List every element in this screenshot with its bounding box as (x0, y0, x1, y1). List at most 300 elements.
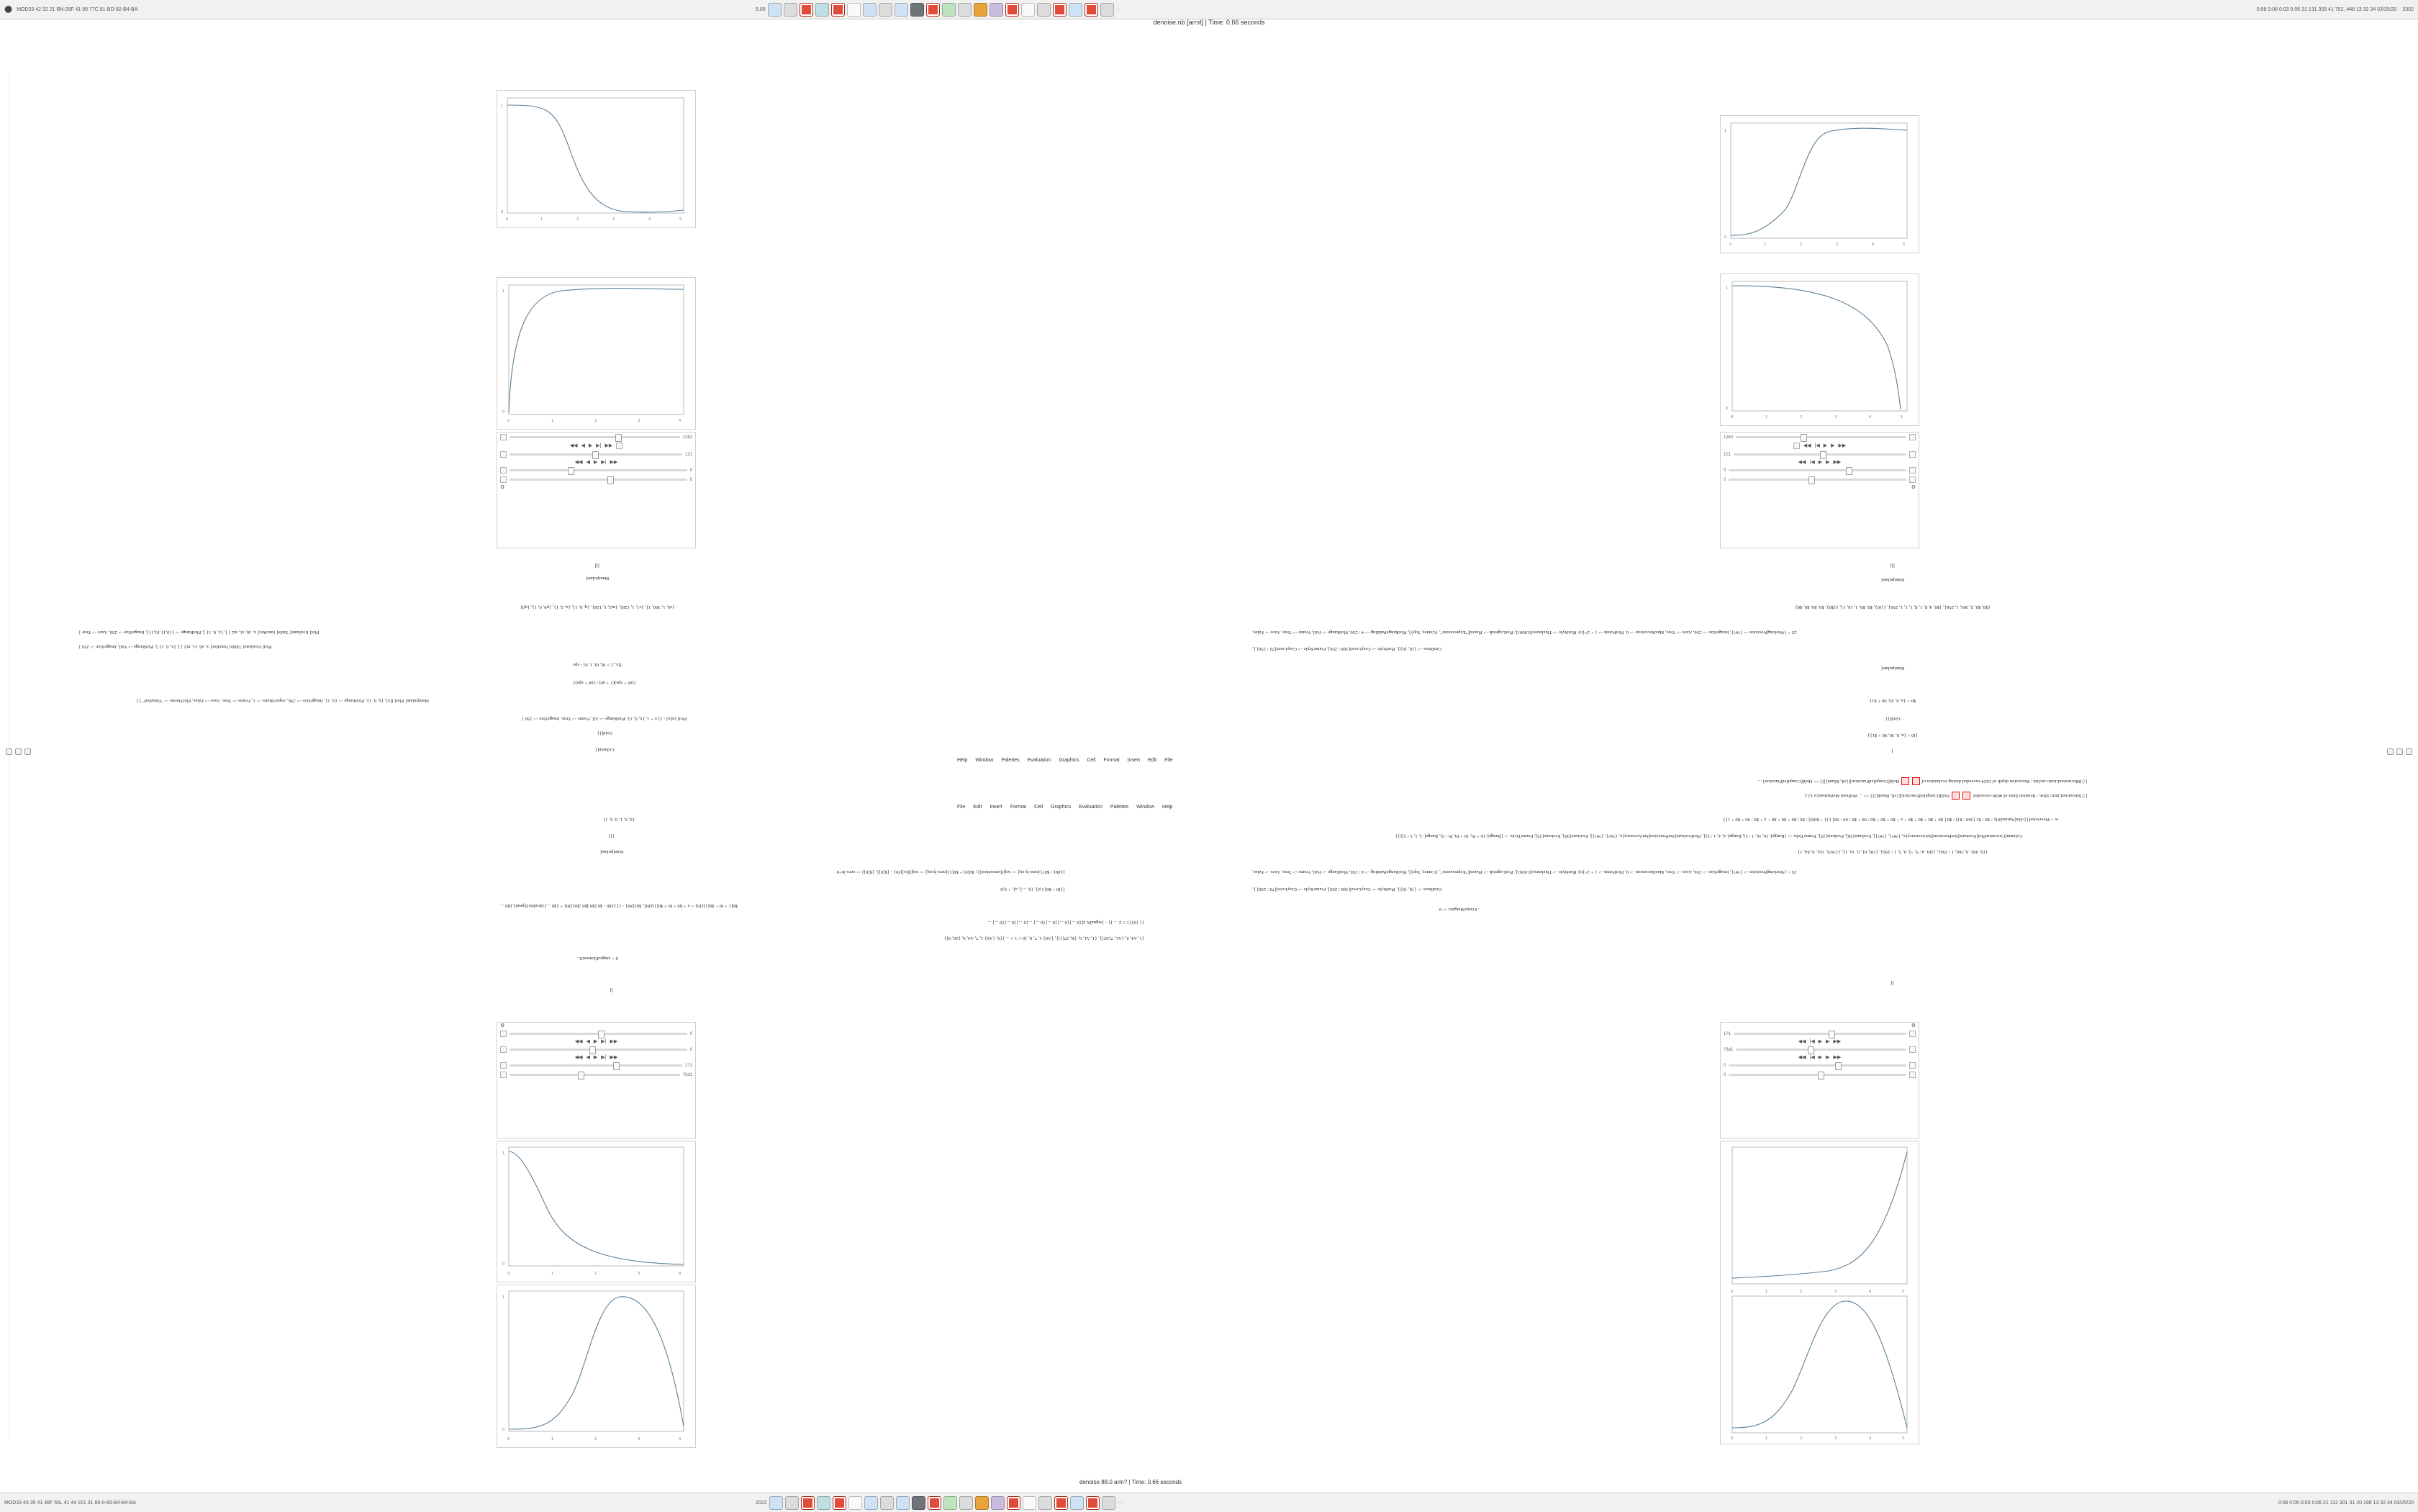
photos-icon-b[interactable] (864, 1496, 878, 1510)
slider-knob-1[interactable] (615, 434, 622, 442)
step-back-icon-bl2[interactable]: ◀ (586, 1055, 590, 1060)
slider-knob-r3[interactable] (1846, 467, 1852, 475)
svg-text:3: 3 (1834, 415, 1837, 420)
bottom-bar-right (2278, 1500, 2414, 1506)
fast-forward-icon-bl2[interactable]: ▶▶ (610, 1055, 618, 1060)
menu-item-graphics[interactable]: Graphics (1059, 758, 1079, 763)
svg-text:5: 5 (1903, 243, 1906, 247)
svg-text:1: 1 (1726, 286, 1729, 290)
slider-track-bl4[interactable] (510, 1074, 680, 1076)
plus-icon-bl4[interactable] (500, 1072, 507, 1078)
code-line-right-6: $0 = {a, 0, 30, 90 + $1} (1869, 698, 1916, 703)
terminal-icon-b[interactable] (912, 1496, 925, 1510)
bottom-dock-strip[interactable] (756, 1496, 1123, 1510)
svg-text:0: 0 (507, 1437, 510, 1441)
svg-text:5: 5 (679, 217, 682, 222)
safari-icon[interactable] (784, 3, 797, 17)
red-alert-icon-5[interactable] (1053, 3, 1067, 17)
slider-track-br2[interactable] (1736, 1049, 1906, 1051)
menu-item-help[interactable]: Help (957, 758, 968, 763)
settings-icon-b[interactable] (959, 1496, 973, 1510)
plus-icon-bl2[interactable] (500, 1046, 507, 1053)
svg-text:4: 4 (1872, 243, 1875, 247)
close-icon[interactable] (6, 748, 12, 755)
menu-item-graphics-2[interactable]: Graphics (1051, 805, 1072, 810)
bottom-bar-indicators: 0:08 0:06 0:03 0:06 21 112 301 31 20 198 13 32 34 03/25/20 (2278, 1500, 2414, 1506)
plus-icon-r1[interactable] (1909, 434, 1916, 440)
code-line-right-10: Column[CurvaturePlot[Evaluate[SetPrecision[SetAccuracy[x, {?#?}, {?#?}], Evaluate[30], Evaluate[25], FrameTicks -> {Range[-16, 16, 1 / 2], Range[-4, 4, 1 / 2]}, PlotEvaluate[SetPrecision[SetAccuracy[x, {?#?}, {?#?}], Evaluate[30], Evaluate[25], FrameTicks -> {Range[-16 + Pi, 16 + Pi, Pi / 2], Range[-1, 1, 1 / 2]}}] (1395, 833, 2022, 838)
maximize-icon[interactable] (24, 748, 31, 755)
error-line-2-text: [:] $IterationLimit::itlim : Iteration limit of 4096 exceeded. (1972, 793, 2087, 799)
plus-icon-br3[interactable] (1909, 1062, 1916, 1069)
manipulate-slider-row-r3[interactable] (1721, 466, 1919, 475)
svg-text:3: 3 (1834, 1290, 1837, 1294)
gear-icon-bl[interactable]: ⚙ (500, 1023, 505, 1028)
svg-text:1: 1 (551, 1437, 554, 1441)
fast-forward-icon-2[interactable]: ▶▶ (610, 460, 618, 465)
red-alert-icon-b1[interactable] (801, 1496, 815, 1510)
slider-knob-3[interactable] (568, 467, 574, 475)
manipulate-slider-row-br1[interactable] (1721, 1029, 1919, 1038)
manipulate-slider-row-1[interactable] (497, 433, 695, 442)
svg-text:0: 0 (1724, 235, 1727, 240)
slider-knob-br2[interactable] (1808, 1046, 1814, 1054)
plus-icon[interactable] (500, 434, 507, 440)
window-title: denoise.nb [arrst] | Time: 0.66 seconds (1153, 19, 1265, 26)
manipulate-value-bl1: 0 (689, 1031, 692, 1036)
manipulate-value-r4: 0 (1724, 477, 1726, 482)
manipulate-gear-row[interactable] (497, 484, 695, 491)
maps-icon[interactable] (895, 3, 908, 17)
plot-panel-top-left (497, 90, 696, 228)
menu-item-insert[interactable]: Insert (1127, 758, 1141, 763)
error-line-2 (345, 792, 2087, 800)
code-line-left-2: {s0, 1, 300, 1}, {s1, 1, 128}, {m2, 1, 128}, {q, 0, 1}, {a, 0, 1}, {p0, 0, 1}, {q0} (520, 605, 675, 610)
slider-track-r4[interactable] (1729, 479, 1906, 481)
rewind-icon[interactable]: ◀◀ (569, 443, 578, 448)
safari-icon-b[interactable] (785, 1496, 799, 1510)
rewind-icon-bl2[interactable]: ◀◀ (574, 1055, 583, 1060)
svg-text:4: 4 (1869, 415, 1872, 420)
terminal-icon[interactable] (910, 3, 924, 17)
manipulate-value-1: 1262 (682, 435, 692, 440)
red-alert-icon-3[interactable] (926, 3, 940, 17)
red-alert-icon-1[interactable] (800, 3, 813, 17)
finder-icon[interactable] (768, 3, 782, 17)
plus-icon-5[interactable] (500, 476, 507, 483)
manipulate-button-row-r2[interactable] (1721, 459, 1919, 466)
mathematica-icon[interactable] (990, 3, 1003, 17)
code-line-right-11: {{0, 90}, 0, 360, 1 / 256}, {{f0, 4 / 5, ^}, 0, 5, 1 / 256}, {{f0, 0}, 0, 16, 1}, {{?#?}, 16}, 0, 64, 1} (1798, 849, 1988, 854)
code-line-left-10: Column[{ (594, 747, 615, 752)
error-line-1 (345, 777, 2087, 785)
svg-text:0: 0 (502, 1262, 505, 1267)
svg-text:1: 1 (1765, 1290, 1768, 1294)
svg-text:5: 5 (1902, 1436, 1905, 1441)
red-alert-icon-b5[interactable] (1054, 1496, 1068, 1510)
plot-panel-top-right (1720, 115, 1919, 253)
plus-icon-4[interactable] (500, 467, 507, 474)
bottom-dock-overflow-label: ··· (1117, 1500, 1123, 1506)
step-back-icon-bl1[interactable]: ◀ (586, 1039, 590, 1044)
slider-knob-r2[interactable] (1820, 451, 1826, 459)
manipulate-button-row-2[interactable] (497, 459, 695, 466)
code-line-right-9: w = Piecewise[{{Abs[NaturalFly / $0 / $1 [360 / $1] / $0 [ $0 + $0 + $0 + $0 + x + $0 + $0 + $0 / 90 + $0 / 90 - 99] {1} + $0[0] / $0 | $0 + $0 + $0 + x + $0 / 90 + $0 + 1}} (1723, 817, 2058, 822)
svg-text:4: 4 (679, 419, 682, 423)
svg-text:1: 1 (1765, 1436, 1768, 1441)
svg-text:3: 3 (1836, 243, 1839, 247)
slider-track-3[interactable] (510, 469, 687, 471)
menu-item-insert-2[interactable]: Insert (990, 805, 1002, 810)
manipulate-slider-row-bl3[interactable] (497, 1061, 695, 1070)
dock-label: 5,00 (756, 6, 766, 12)
fast-forward-icon[interactable]: ▶▶ (604, 443, 613, 448)
code-bracket-right-2: ] (1891, 748, 1894, 753)
manipulate-slider-row-3[interactable] (497, 466, 695, 475)
plus-icon-br2[interactable] (1909, 1046, 1916, 1053)
play-icon-r2[interactable]: ▶ (1818, 460, 1823, 465)
manipulate-slider-row-4[interactable] (497, 475, 695, 484)
apple-menu-icon[interactable]: ⚫ (4, 5, 13, 13)
manipulate-panel-top-left[interactable] (497, 432, 696, 548)
svg-text:1: 1 (501, 104, 504, 108)
plus-icon-br1[interactable] (1909, 1031, 1916, 1037)
manipulate-button-row-br1[interactable] (1721, 1038, 1919, 1045)
maximize-icon-right[interactable] (2406, 748, 2412, 755)
error-alert-box-1[interactable] (1912, 777, 1920, 785)
manipulate-panel-bottom-left[interactable] (497, 1022, 696, 1138)
code-line-left-16: $0[1 + f0 + $0[1]{f0} + x + $0 + f0 + $0[1]{f0}, $0[{#0} - 1] {{$0 - $0 [$0 ]$0 ,$0}{f0} + {$0 ...}{double.f[peak].}$0 ... (500, 903, 738, 908)
svg-text:4: 4 (1869, 1290, 1872, 1294)
menu-item-cell-2[interactable]: Cell (1034, 805, 1043, 810)
photos-icon[interactable] (863, 3, 877, 17)
svg-text:2: 2 (1800, 1290, 1803, 1294)
code-line-right-13: Gridlines -> {{0, {0}}, PlotStyle -> GrayLevel[168 / 256], FrameStyle -> GrayLevel[70 / 256] }, (1252, 887, 1442, 892)
slider-knob-bl2[interactable] (589, 1046, 596, 1054)
rewind-icon-br2[interactable]: ▶▶ (1833, 1055, 1842, 1060)
preview-icon-b[interactable] (1023, 1496, 1036, 1510)
svg-text:2: 2 (576, 217, 579, 222)
appstore-icon-b[interactable] (943, 1496, 957, 1510)
notes-icon[interactable] (847, 3, 861, 17)
svg-text:0: 0 (506, 217, 509, 222)
mathematica-icon-b[interactable] (991, 1496, 1005, 1510)
manipulate-gear-row-br[interactable] (1721, 1023, 1919, 1029)
menu-item-palettes-2[interactable]: Palettes (1110, 805, 1129, 810)
svg-text:0: 0 (1731, 415, 1734, 420)
slider-knob-bl3[interactable] (613, 1062, 620, 1070)
slider-knob-4[interactable] (607, 476, 614, 484)
menu-item-file[interactable]: File (1164, 758, 1173, 763)
manipulate-value-br4: 0 (1724, 1072, 1726, 1077)
slider-track-bl3[interactable] (510, 1064, 682, 1067)
gear-icon[interactable]: ⚙ (500, 485, 505, 490)
code-line-left-15: {{f0 + $0{1,0}, {0, ...}, a}, + 0,0 (1000, 887, 1065, 892)
plus-icon-r5[interactable] (1909, 476, 1916, 483)
play-icon-br2[interactable]: ▶ (1818, 1055, 1823, 1060)
messages-icon[interactable] (879, 3, 892, 17)
manipulate-value-3: 0 (689, 468, 692, 473)
plus-icon-bl3[interactable] (500, 1062, 507, 1069)
svg-text:1: 1 (502, 1295, 505, 1300)
menu-item-evaluation-2[interactable]: Evaluation (1079, 805, 1102, 810)
svg-text:0: 0 (1729, 243, 1732, 247)
slider-knob-r1[interactable] (1801, 434, 1807, 442)
top-bar-indicators: 0:08 0:06 0:03 0:06 31 131 309 41 702, 448 13 32 34 03/25/20 (2256, 6, 2397, 12)
step-back-icon-br1[interactable]: ▶ (1826, 1039, 1830, 1044)
manipulate-slider-row-r1[interactable] (1721, 433, 1919, 442)
menu-item-window-2[interactable]: Window (1136, 805, 1155, 810)
code-line-right-1: Manipulate[ (1880, 577, 1905, 582)
svg-text:5: 5 (1902, 1290, 1905, 1294)
plus-icon-br4[interactable] (1909, 1072, 1916, 1078)
error-line-1-tail: Hold[CompiledFunction][{x$, Blank[]}] >> Hold[CompiledFunction] ... (1758, 779, 1900, 784)
notes-icon-b[interactable] (848, 1496, 862, 1510)
plot-panel-bottom-right (1720, 1141, 1919, 1444)
top-dock-strip[interactable] (756, 3, 1121, 17)
manipulate-value-br1: 1?1 (1724, 1031, 1731, 1036)
slider-knob-br3[interactable] (1835, 1062, 1842, 1070)
red-alert-icon-2[interactable] (831, 3, 845, 17)
slider-track-bl1[interactable] (510, 1033, 687, 1035)
red-alert-icon-4[interactable] (1005, 3, 1019, 17)
gear-icon-right[interactable]: ⚙ (1911, 485, 1916, 490)
play-icon-bl1[interactable]: ▶ (593, 1039, 598, 1044)
error-alert-box-4[interactable] (1952, 792, 1960, 800)
svg-text:1: 1 (540, 217, 543, 222)
plus-icon-2[interactable] (616, 443, 622, 449)
code-line-left-11: {0, 0, 1, 0, 0, 1} (603, 817, 635, 822)
inline-menu-strip-top[interactable] (957, 758, 1172, 763)
menu-item-edit-2[interactable]: Edit (973, 805, 982, 810)
menu-item-evaluation[interactable]: Evaluation (1027, 758, 1051, 763)
manipulate-slider-row-br3[interactable] (1721, 1061, 1919, 1070)
manipulate-value-bl3: 1?1 (684, 1063, 692, 1068)
plus-icon-bl1[interactable] (500, 1031, 507, 1037)
code-line-left-14: {{d0} : $0?}{new.ly.eq} := wq[f[smoothed]] ; $0[0] + $0[1]{new.ly.eq} := wq[f[lo]{f0} - {$[0]}, {$[0]} := zero.lb+0 (836, 869, 1065, 874)
slider-knob-bl4[interactable] (578, 1072, 584, 1079)
step-back-icon[interactable]: ◀ (581, 443, 585, 448)
manipulate-slider-row-r4[interactable] (1721, 475, 1919, 484)
appstore-icon[interactable] (942, 3, 956, 17)
step-forward-icon-br2[interactable]: |◀ (1809, 1055, 1815, 1060)
step-back-icon-br2[interactable]: ▶ (1826, 1055, 1830, 1060)
rewind-icon-bl1[interactable]: ◀◀ (574, 1039, 583, 1044)
window-controls-right[interactable] (2387, 748, 2412, 755)
preview-icon[interactable] (1021, 3, 1035, 17)
textedit-icon[interactable] (1037, 3, 1051, 17)
menu-item-cell[interactable]: Cell (1087, 758, 1096, 763)
red-alert-icon-6[interactable] (1085, 3, 1098, 17)
slider-track-r3[interactable] (1729, 469, 1906, 471)
slider-track-2[interactable] (510, 453, 682, 456)
red-alert-icon-b2[interactable] (833, 1496, 846, 1510)
manipulate-button-row-bl1[interactable] (497, 1038, 695, 1045)
folder-icon-b[interactable] (1070, 1496, 1084, 1510)
fast-forward-icon-r2[interactable]: ◀◀ (1798, 460, 1806, 465)
textedit-icon-b[interactable] (1038, 1496, 1052, 1510)
play-icon-2[interactable]: ▶ (593, 460, 598, 465)
slider-knob-2[interactable] (592, 451, 599, 459)
manipulate-slider-row-br2[interactable] (1721, 1045, 1919, 1054)
play-icon-r1[interactable]: ▶ (1823, 443, 1828, 448)
slider-track-r2[interactable] (1734, 453, 1906, 456)
rewind-icon-r2[interactable]: ▶▶ (1833, 460, 1842, 465)
minimize-icon-right[interactable] (2396, 748, 2403, 755)
step-forward-icon-bl1[interactable]: ▶| (601, 1039, 607, 1044)
red-alert-icon-b4[interactable] (1007, 1496, 1020, 1510)
error-alert-box-3[interactable] (1962, 792, 1970, 800)
svg-text:0: 0 (507, 419, 510, 423)
fast-forward-icon-r1[interactable]: ◀◀ (1803, 443, 1811, 448)
messages-icon-b[interactable] (880, 1496, 894, 1510)
manipulate-slider-row-br4[interactable] (1721, 1070, 1919, 1079)
manipulate-value-r3: 0 (1724, 468, 1726, 473)
menu-item-format[interactable]: Format (1103, 758, 1120, 763)
top-bar-status-text: MOD33 42 32 21 BN-28F 41 90 77C 81-BD-82-B4-BA (17, 6, 138, 12)
notebook-canvas[interactable] (0, 29, 2418, 1490)
play-icon-br1[interactable]: ▶ (1818, 1039, 1823, 1044)
slider-track-br3[interactable] (1729, 1064, 1906, 1067)
mail-icon[interactable] (815, 3, 829, 17)
manipulate-value-2: 121 (684, 452, 692, 457)
slider-track-br4[interactable] (1729, 1074, 1906, 1076)
rewind-icon-br1[interactable]: ▶▶ (1833, 1039, 1842, 1044)
menu-item-palettes[interactable]: Palettes (1001, 758, 1020, 763)
mail-icon-b[interactable] (817, 1496, 830, 1510)
menu-item-window[interactable]: Window (975, 758, 994, 763)
manipulate-slider-row-2[interactable] (497, 450, 695, 459)
slider-knob-r4[interactable] (1808, 476, 1815, 484)
svg-text:2: 2 (1800, 1436, 1803, 1441)
saturating-curve (497, 278, 694, 427)
code-line-left-13: Manipulate[ (599, 849, 624, 854)
manipulate-button-row-br2[interactable] (1721, 1054, 1919, 1061)
maps-icon-b[interactable] (896, 1496, 910, 1510)
close-icon-right[interactable] (2387, 748, 2394, 755)
gear-icon-br[interactable]: ⚙ (1911, 1023, 1916, 1028)
red-alert-icon-b3[interactable] (928, 1496, 941, 1510)
svg-text:2: 2 (1800, 243, 1803, 247)
manipulate-slider-row-r2[interactable] (1721, 450, 1919, 459)
finder-icon-b[interactable] (769, 1496, 783, 1510)
manipulate-button-row-bl2[interactable] (497, 1054, 695, 1061)
plot-panel-bottom-left-upper (497, 1141, 696, 1282)
manipulate-gear-row-bl[interactable] (497, 1023, 695, 1029)
svg-text:1: 1 (1764, 243, 1767, 247)
bottom-bar-status-text: MOD33 45 35 41 48F 55L 41 44 221 31 86-0-83-B4-B4-BA (4, 1500, 137, 1506)
sigmoid-falling-curve (497, 91, 694, 226)
manipulate-button-row-1[interactable] (497, 442, 695, 450)
system-top-bar (0, 0, 2418, 19)
code-line-left-19: 0 = smgraElementX . (576, 956, 618, 961)
step-forward-icon-bl2[interactable]: ▶| (601, 1055, 607, 1060)
code-line-left-6: {(s0 + eps)(1 + u0) / (u0 + eps)} (573, 680, 636, 685)
slider-track-bl2[interactable] (510, 1049, 687, 1051)
menu-item-edit[interactable]: Edit (1148, 758, 1157, 763)
error-alert-box-2[interactable] (1901, 777, 1909, 785)
menu-item-help-2[interactable]: Help (1162, 805, 1173, 810)
step-forward-icon-2[interactable]: ▶| (601, 460, 607, 465)
firefox-icon-b[interactable] (975, 1496, 989, 1510)
plus-icon-r2[interactable] (1793, 443, 1800, 449)
step-back-icon-r2[interactable]: ▶ (1826, 460, 1830, 465)
svg-text:2: 2 (594, 1272, 597, 1276)
plus-icon-r4[interactable] (1909, 467, 1916, 474)
manipulate-value-br2: ?3d1 (1724, 1047, 1734, 1052)
manipulate-panel-bottom-right[interactable] (1720, 1022, 1919, 1138)
manipulate-button-row-r1[interactable] (1721, 442, 1919, 450)
step-forward-icon-r2[interactable]: |◀ (1809, 460, 1815, 465)
rewind-icon-2[interactable]: ◀◀ (574, 460, 583, 465)
window-controls-left[interactable] (6, 748, 31, 755)
manipulate-slider-row-bl1[interactable] (497, 1029, 695, 1038)
slider-track-br1[interactable] (1734, 1033, 1906, 1035)
step-back-icon-r1[interactable]: ▶ (1831, 443, 1835, 448)
fast-forward-icon-br2[interactable]: ◀◀ (1798, 1055, 1806, 1060)
slider-knob-bl1[interactable] (598, 1031, 604, 1038)
rewind-icon-r1[interactable]: ▶▶ (1838, 443, 1847, 448)
manipulate-panel-top-right[interactable] (1720, 432, 1919, 548)
bottom-dock-label: 2022 (756, 1500, 767, 1506)
code-line-right-14: . FrameMargins -> 0 (1439, 907, 1480, 912)
plot-panel-bottom-left-lower (497, 1285, 696, 1448)
step-forward-icon[interactable]: ▶| (596, 443, 602, 448)
fast-forward-icon-br1[interactable]: ◀◀ (1798, 1039, 1806, 1044)
step-back-icon-2[interactable]: ◀ (586, 460, 590, 465)
svg-text:1: 1 (502, 289, 505, 294)
folder-icon[interactable] (1069, 3, 1082, 17)
step-forward-icon-r1[interactable]: |◀ (1814, 443, 1820, 448)
plus-icon-3[interactable] (500, 451, 507, 458)
red-alert-icon-b6[interactable] (1086, 1496, 1100, 1510)
error-line-2-tail: Hold[CompiledFunction][{x$, Blank[]}] >> ... Wolfram Mathematica 12.2 (1804, 793, 1950, 799)
code-line-right-8: {f0 + {a, 0, 30, 90 + $1}} (1867, 733, 1918, 738)
trash-icon[interactable] (1100, 3, 1114, 17)
svg-text:1: 1 (1724, 129, 1727, 133)
dock-overflow-label: ··· (1115, 6, 1121, 12)
step-forward-icon-br1[interactable]: |◀ (1809, 1039, 1815, 1044)
inline-menu-strip-bottom[interactable] (957, 805, 1172, 810)
gaussian-bump-curve-right (1721, 1141, 1917, 1442)
slider-track-1[interactable] (510, 436, 680, 438)
fast-forward-icon-bl1[interactable]: ▶▶ (610, 1039, 618, 1044)
menu-item-format-2[interactable]: Format (1010, 805, 1027, 810)
play-icon-bl2[interactable]: ▶ (593, 1055, 598, 1060)
svg-text:3: 3 (1834, 1436, 1837, 1441)
slider-track-r1[interactable] (1736, 436, 1906, 438)
slider-knob-br4[interactable] (1818, 1072, 1824, 1079)
manipulate-gear-row-right[interactable] (1721, 484, 1919, 491)
slider-track-4[interactable] (510, 479, 687, 481)
svg-text:3: 3 (638, 1272, 640, 1276)
play-icon[interactable]: ▶ (588, 443, 593, 448)
top-bar-right (2257, 7, 2414, 12)
svg-text:1: 1 (551, 1272, 554, 1276)
settings-icon[interactable] (958, 3, 972, 17)
trash-icon-b[interactable] (1102, 1496, 1115, 1510)
code-line-left-7: Manipulate[ Plot[ f[x], {x, 0, 1}, PlotRange -> {0, 1}, ImageSize -> 256, AspectRatio -> 1, Frame -> True, Axes -> False, PlotTheme -> "Detailed" ] ] (137, 698, 429, 703)
slider-knob-br1[interactable] (1829, 1031, 1835, 1038)
minimize-icon[interactable] (15, 748, 22, 755)
manipulate-slider-row-bl4[interactable] (497, 1070, 695, 1079)
plus-icon-r3[interactable] (1909, 451, 1916, 458)
manipulate-slider-row-bl2[interactable] (497, 1045, 695, 1054)
svg-text:0: 0 (1726, 407, 1729, 411)
firefox-icon[interactable] (974, 3, 987, 17)
plot-panel-top-left-lower (497, 277, 696, 430)
menu-item-file-2[interactable]: File (957, 805, 966, 810)
